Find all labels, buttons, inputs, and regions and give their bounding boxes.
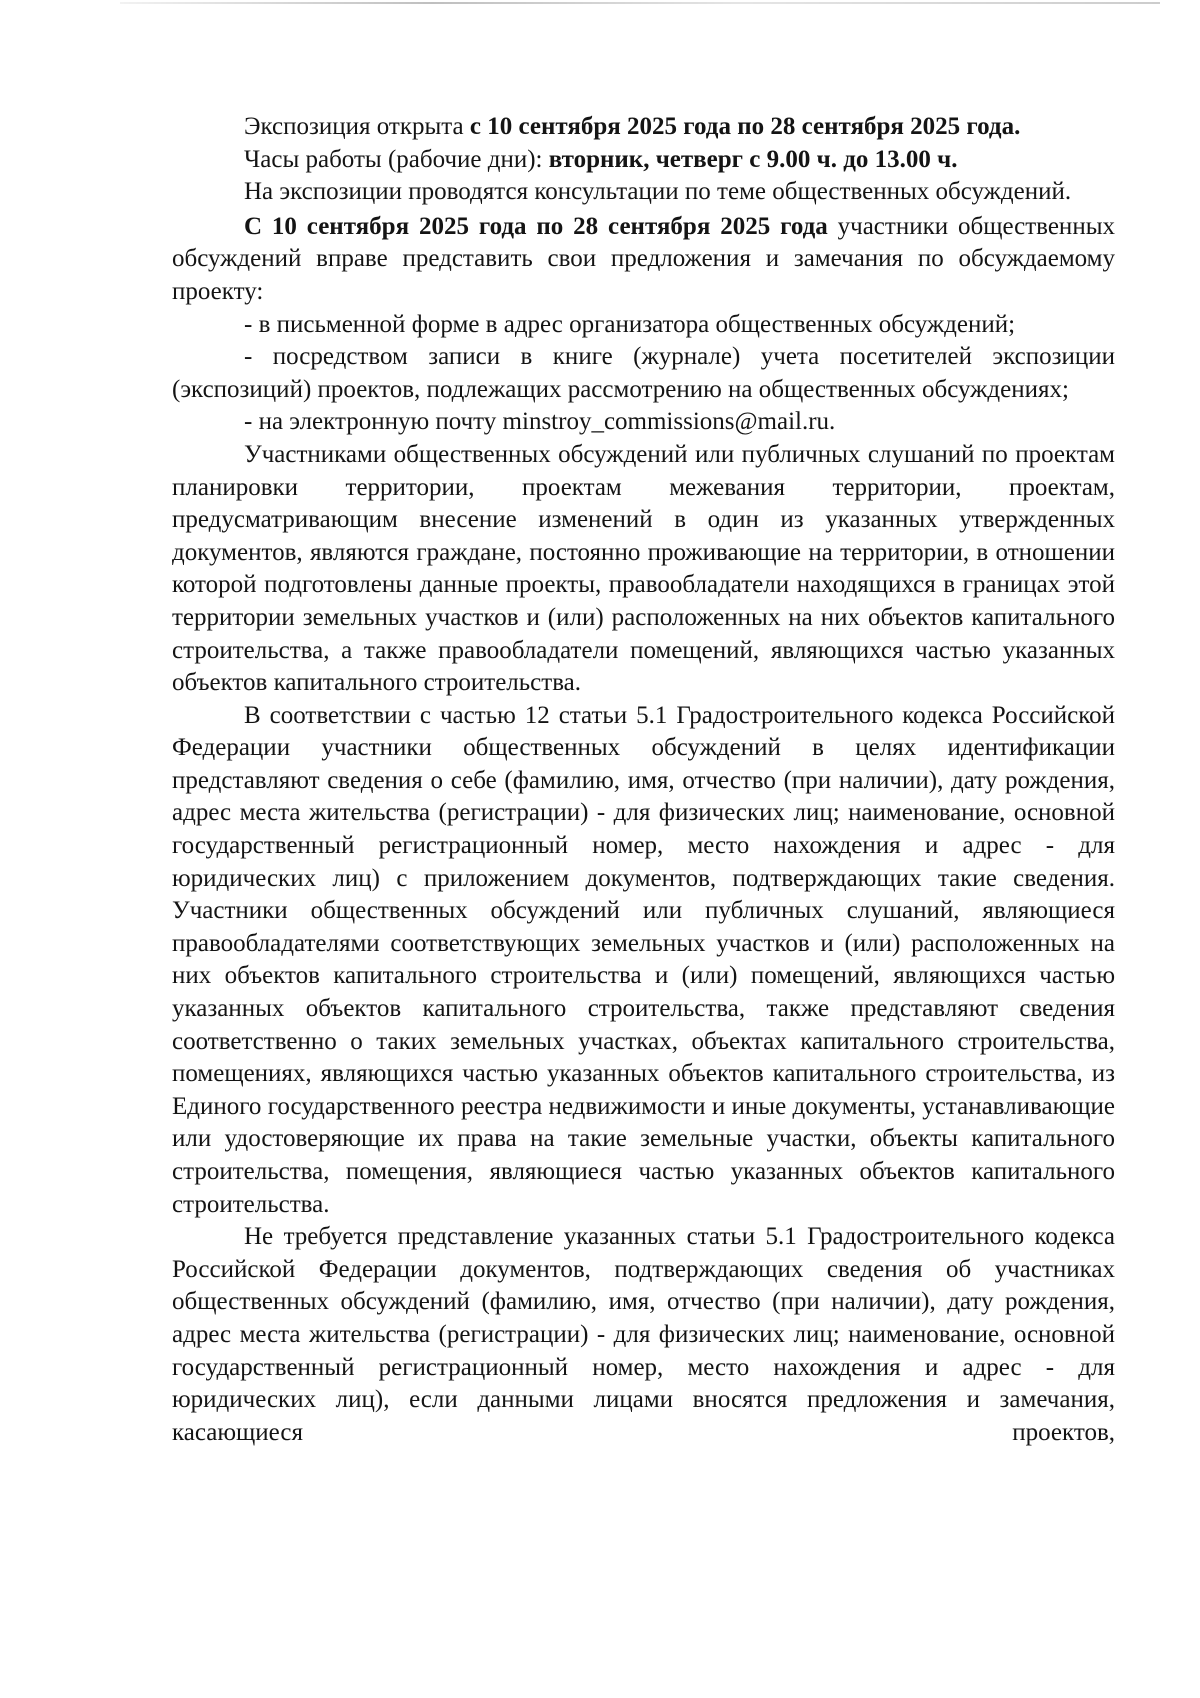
method-email bbox=[172, 406, 1115, 439]
exposition-dates-prefix: Экспозиция открыта bbox=[244, 113, 470, 140]
email-address: minstroy_commissions@mail.ru. bbox=[502, 408, 836, 436]
work-hours-prefix: Часы работы (рабочие дни): bbox=[244, 145, 549, 173]
proposals-text: участники общественных обсуждений вправе представить свои предложения и замечания по обсуждаемому проекту: bbox=[172, 212, 1115, 305]
identification-paragraph: В соответствии с частью 12 статьи 5.1 Градостроительного кодекса Российской Федерации участники общественных обсуждений в целях идентификации представляют сведения о себе (фамилию, имя, отчество (при наличии), дату рождения, адрес места жительства (регистрации) - для физических лиц; наименование, основной государственный регистрационный номер, место нахождения и адрес - для юридических лиц) с приложением документов, подтверждающих такие сведения. Участники общественных обсуждений или публичных слушаний, являющиеся правообладателями соответствующих земельных участков и (или) расположенных на них объектов капитального строительства и (или) помещений, являющихся частью указанных объектов капитального строительства, также представляют сведения соответственно о таких земельных участках, объектах капитального строительства, помещениях, являющихся частью указанных объектов капитального строительства, из Единого государственного реестра недвижимости и иные документы, устанавливающие или удостоверяющие их права на такие земельные участки, объекты капитального строительства, помещения, являющиеся частью указанных объектов капитального строительства. bbox=[172, 701, 1115, 1218]
proposals-paragraph bbox=[172, 211, 1115, 309]
proposals-dates-bold: С 10 сентября 2025 года по 28 сентября 2025 года bbox=[244, 212, 828, 240]
work-hours-paragraph bbox=[172, 144, 1115, 177]
exposition-dates-paragraph bbox=[172, 111, 1115, 144]
work-hours-bold: вторник, четверг с 9.00 ч. до 13.00 ч. bbox=[548, 145, 958, 173]
method-email-prefix: - на электронную почту bbox=[244, 408, 503, 436]
not-required-paragraph: Не требуется представление указанных статьи 5.1 Градостроительного кодекса Российской Федерации документов, подтверждающих сведения об участниках общественных обсуждений (фамилию, имя, отчество (при наличии), дату рождения, адрес места жительства (регистрации) - для физических лиц; наименование, основной государственный регистрационный номер, место нахождения и адрес - для юридических лиц), если данными лицами вносятся предложения и замечания, касающиеся проектов, bbox=[172, 1223, 1115, 1446]
method-written: - в письменной форме в адрес организатора общественных обсуждений; bbox=[244, 310, 1016, 338]
scan-top-edge bbox=[120, 2, 1160, 4]
method-journal: - посредством записи в книге (журнале) учета посетителей экспозиции (экспозиций) проектов, подлежащих рассмотрению на общественных обсуждениях; bbox=[172, 343, 1115, 403]
exposition-dates-bold: с 10 сентября 2025 года по 28 сентября 2025 года. bbox=[469, 113, 1021, 140]
consultations-paragraph: На экспозиции проводятся консультации по теме общественных обсуждений. bbox=[244, 178, 1072, 206]
document-page bbox=[172, 111, 1115, 1449]
participants-paragraph: Участниками общественных обсуждений или публичных слушаний по проектам планировки территории, проектам межевания территории, проектам, предусматривающим внесение изменений в один из указанных утвержденных документов, являются граждане, постоянно проживающие на территории, в отношении которой подготовлены данные проекты, правообладатели находящихся в границах этой территории земельных участков и (или) расположенных на них объектов капитального строительства, а также правообладатели помещений, являющихся частью указанных объектов капитального строительства. bbox=[172, 440, 1115, 697]
